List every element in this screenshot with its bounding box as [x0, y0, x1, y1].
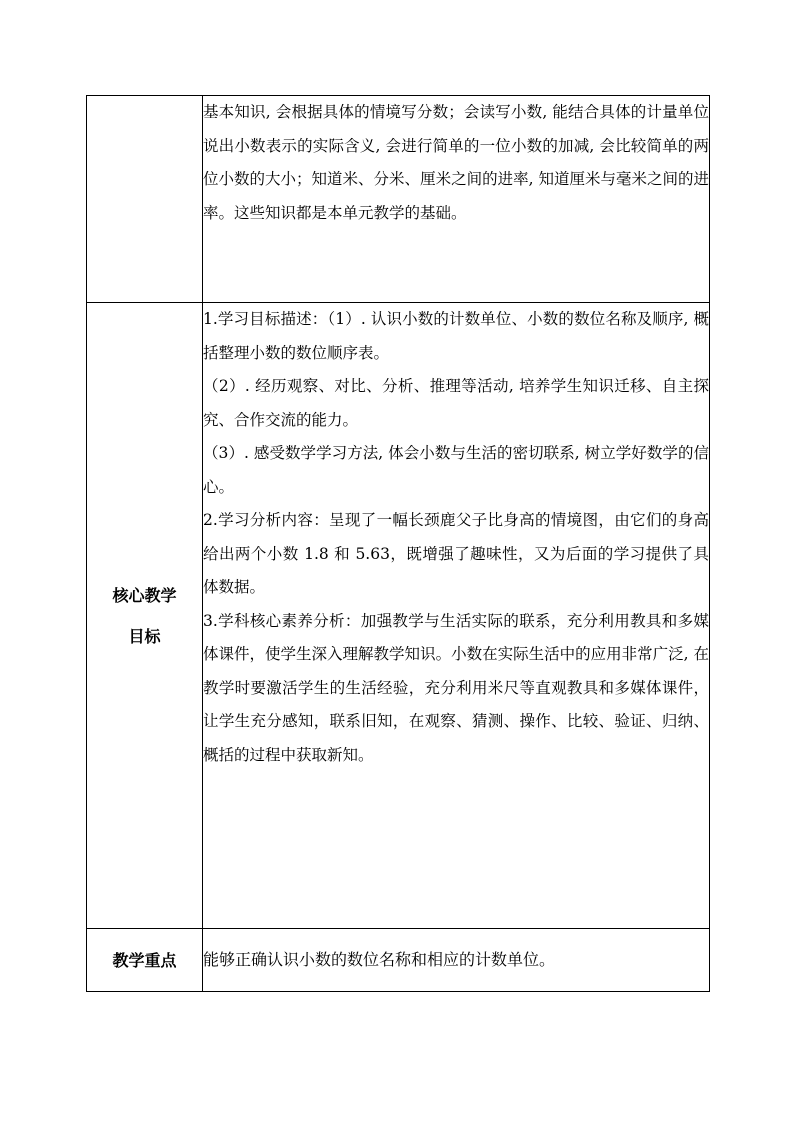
goal-paragraph: 3.学科核心素养分析：加强教学与生活实际的联系，充分利用教具和多媒体课件，使学生深入理解教学知识。小数在实际生活中的应用非常广泛, 在教学时要激活学生的生活经验，充分利用米尺等直观教具和多媒体课件，让学生充分感知，联系旧知，在观察、猜测、操作、比较、验证、归纳、概括的过程中获取新知。 — [203, 611, 709, 764]
goal-paragraph: （2）. 经历观察、对比、分析、推理等活动, 培养学生知识迁移、自主探究、合作交流的能力。 — [203, 377, 709, 429]
core-goals-label-line1: 核心教学 — [112, 585, 177, 605]
table-row-key-points — [87, 929, 710, 992]
goal-paragraph: 1.学习目标描述：（1）. 认识小数的计数单位、小数的数位名称及顺序, 概括整理小数的数位顺序表。 — [203, 310, 709, 362]
table-row-core-goals — [87, 303, 710, 929]
core-goals-label-line2: 目标 — [128, 626, 161, 646]
core-goals-label — [87, 303, 203, 929]
key-points-text: 能够正确认识小数的数位名称和相应的计数单位。 — [203, 929, 710, 992]
foundation-text: 基本知识, 会根据具体的情境写分数；会读写小数, 能结合具体的计量单位说出小数表示的实际含义, 会进行简单的一位小数的加减, 会比较简单的两位小数的大小；知道米、分米、厘米之间的进率, 知道厘米与毫米之间的进率。这些知识都是本单元教学的基础。 — [203, 103, 709, 222]
row-label-empty — [87, 96, 203, 303]
goal-paragraph: （3）. 感受数学学习方法, 体会小数与生活的密切联系, 树立学好数学的信心。 — [203, 444, 709, 496]
lesson-plan-table — [86, 95, 710, 992]
goal-paragraph: 2.学习分析内容：呈现了一幅长颈鹿父子比身高的情境图，由它们的身高给出两个小数 1.8 和 5.63，既增强了趣味性，又为后面的学习提供了具体数据。 — [203, 511, 709, 596]
key-points-label: 教学重点 — [87, 929, 203, 992]
table-row-foundation — [87, 96, 710, 303]
core-goals-text-cell — [203, 303, 710, 929]
foundation-text-cell — [203, 96, 710, 303]
